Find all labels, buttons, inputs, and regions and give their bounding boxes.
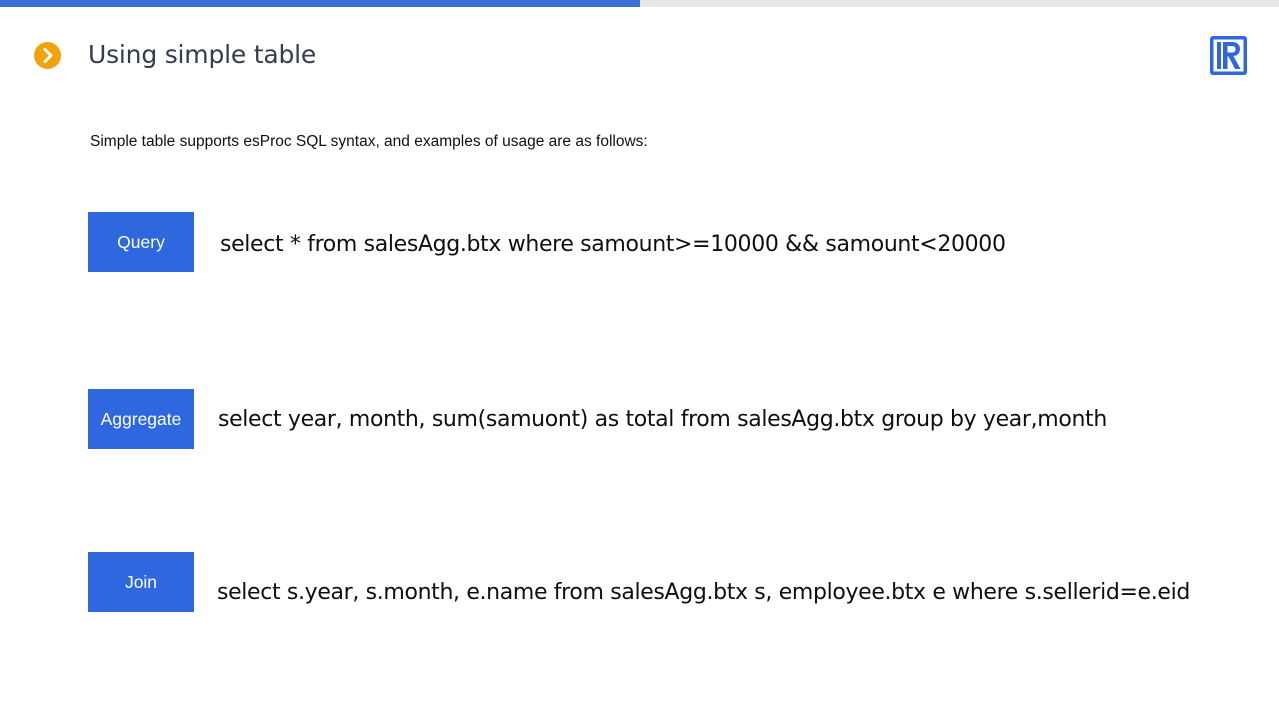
join-sql-example: select s.year, s.month, e.name from salesAgg.btx s, employee.btx e where s.sellerid=e.eid [217, 580, 1190, 605]
chevron-right-icon [34, 42, 61, 69]
aggregate-button[interactable]: Aggregate [88, 389, 194, 449]
r-logo-icon [1209, 35, 1248, 76]
query-button[interactable]: Query [88, 212, 194, 272]
aggregate-sql-example: select year, month, sum(samuont) as total from salesAgg.btx group by year,month [218, 407, 1107, 432]
progress-bar [0, 0, 1279, 7]
join-button[interactable]: Join [88, 552, 194, 612]
intro-text: Simple table supports esProc SQL syntax, and examples of usage are as follows: [90, 133, 648, 150]
query-sql-example: select * from salesAgg.btx where samount>=10000 && samount<20000 [220, 232, 1006, 257]
progress-bar-fill [0, 0, 640, 7]
page-title: Using simple table [88, 40, 317, 69]
